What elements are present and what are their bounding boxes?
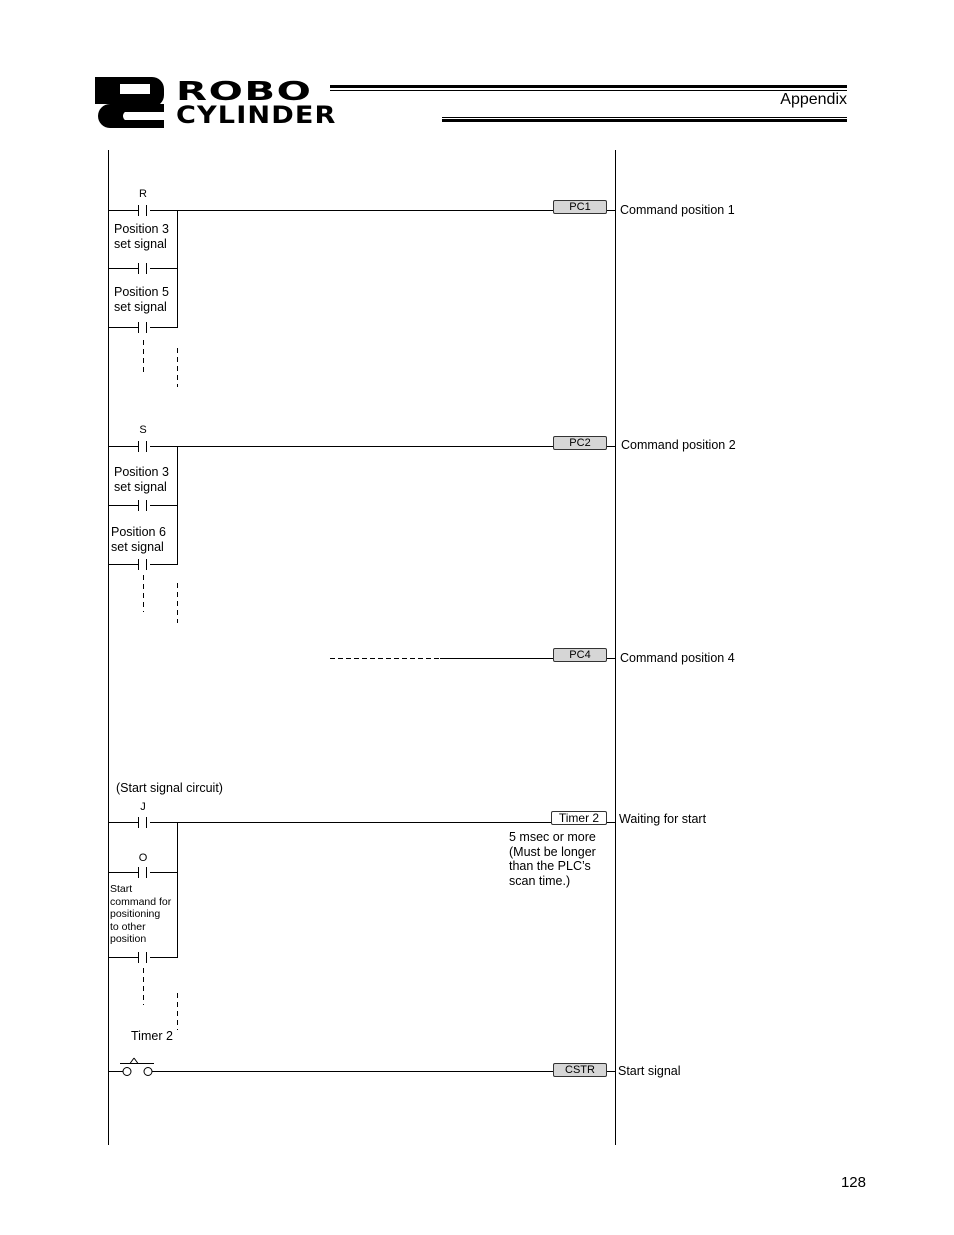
- output-command-position-2: Command position 2: [621, 438, 736, 452]
- branch-label-position-3: Position 3 set signal: [114, 465, 169, 494]
- contact-ref-r: R: [139, 188, 147, 200]
- logo-line-1: ROBO: [176, 77, 313, 107]
- contact-label-timer-2: Timer 2: [131, 1029, 173, 1043]
- page-number: 128: [840, 1174, 866, 1191]
- contact-ref-o: O: [138, 852, 148, 864]
- coil-cstr: CSTR: [553, 1063, 607, 1077]
- branch-label-start-command: Start command for positioning to other position: [110, 883, 172, 945]
- branch-label-position-5: Position 5 set signal: [114, 285, 169, 314]
- branch-label-position-3: Position 3 set signal: [114, 222, 169, 251]
- coil-pc4: PC4: [553, 648, 607, 662]
- branch-label-position-6: Position 6 set signal: [111, 525, 166, 554]
- logo-line-2: CYLINDER: [176, 101, 337, 129]
- section-title: Appendix: [780, 91, 847, 108]
- output-command-position-4: Command position 4: [620, 651, 735, 665]
- coil-pc2: PC2: [553, 436, 607, 450]
- contact-ref-j: J: [140, 801, 146, 813]
- coil-pc1: PC1: [553, 200, 607, 214]
- output-command-position-1: Command position 1: [620, 203, 735, 217]
- coil-timer-2: Timer 2: [551, 811, 607, 825]
- output-waiting-for-start: Waiting for start: [619, 812, 707, 826]
- start-circuit-title: (Start signal circuit): [116, 781, 223, 795]
- contact-ref-s: S: [139, 424, 147, 436]
- output-start-signal: Start signal: [618, 1064, 681, 1078]
- timer-note: 5 msec or more (Must be longer than the PLC’s scan time.): [509, 830, 596, 888]
